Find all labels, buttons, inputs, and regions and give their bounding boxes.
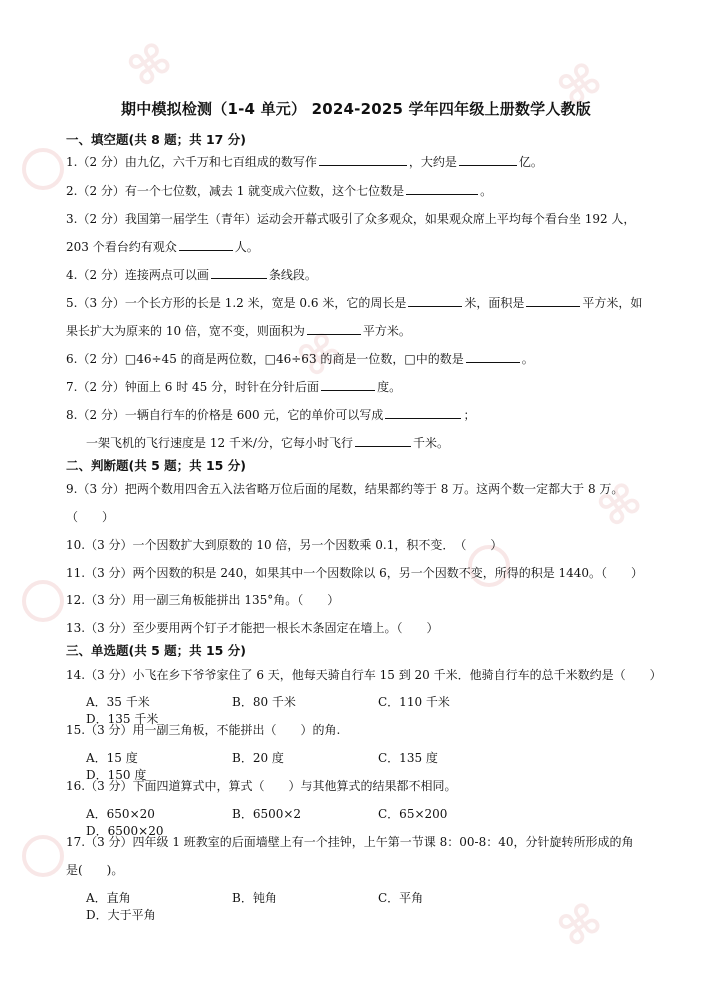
question-8-line-2: 一架飞机的飞行速度是 12 千米/分，它每小时飞行 千米。 <box>86 436 449 450</box>
answer-blank[interactable] <box>385 406 461 419</box>
option-b[interactable]: B．钝角 <box>232 891 277 905</box>
section-heading-true-false: 二、判断题(共 5 题；共 15 分) <box>66 458 246 473</box>
question-14: 14.（3 分）小飞在乡下爷爷家住了 6 天，他每天骑自行车 15 到 20 千米．他骑自行车的总千米数约是（ ） <box>66 668 662 682</box>
question-17-options <box>86 889 656 923</box>
option-c[interactable]: C．135 度 <box>378 751 438 765</box>
watermark: ⌘ <box>549 52 612 119</box>
watermark: ⌘ <box>119 32 182 99</box>
option-a[interactable]: A．35 千米 <box>86 695 150 709</box>
question-9-line-1: 9.（3 分）把两个数用四舍五入法省略万位后面的尾数，结果都约等于 8 万。这两个数一定都大于 8 万。 <box>66 482 624 496</box>
question-17-line-1: 17.（3 分）四年级 1 班教室的后面墙壁上有一个挂钟，上午第一节课 8：00-8：40，分针旋转所形成的角 <box>66 835 634 849</box>
option-c[interactable]: C．65×200 <box>378 807 448 821</box>
answer-blank[interactable] <box>526 294 580 307</box>
answer-blank[interactable] <box>355 434 411 447</box>
question-3-line-1: 3.（2 分）我国第一届学生（青年）运动会开幕式吸引了众多观众，如果观众席上平均每个看台坐 192 人， <box>66 212 636 226</box>
question-13: 13.（3 分）至少要用两个钉子才能把一根长木条固定在墙上。（ ） <box>66 621 439 635</box>
watermark: ⌘ <box>549 892 612 959</box>
option-b[interactable]: B．20 度 <box>232 751 284 765</box>
answer-blank[interactable] <box>321 378 375 391</box>
question-1: 1.（2 分）由九亿，六千万和七百组成的数写作 ，大约是 亿。 <box>66 155 543 169</box>
answer-blank[interactable] <box>406 182 478 195</box>
option-a[interactable]: A．15 度 <box>86 751 138 765</box>
option-b[interactable]: B．80 千米 <box>232 695 296 709</box>
watermark-logo-mark <box>22 148 64 190</box>
question-9-line-2: （ ） <box>66 510 115 524</box>
question-2: 2.（2 分）有一个七位数，减去 1 就变成六位数，这个七位数是 。 <box>66 184 493 198</box>
question-15: 15.（3 分）用一副三角板，不能拼出（ ）的角. <box>66 723 341 737</box>
option-c[interactable]: C．110 千米 <box>378 695 450 709</box>
question-5-line-2: 果长扩大为原来的 10 倍，宽不变，则面积为 平方米。 <box>66 324 411 338</box>
option-c[interactable]: C．平角 <box>378 891 424 905</box>
question-7: 7.（2 分）钟面上 6 时 45 分，时针在分针后面 度。 <box>66 380 402 394</box>
watermark: ⌘ <box>289 322 352 389</box>
option-d[interactable]: D．6500×20 <box>86 824 164 838</box>
section-heading-fill-in: 一、填空题(共 8 题；共 17 分) <box>66 132 246 147</box>
answer-blank[interactable] <box>459 153 517 166</box>
answer-blank[interactable] <box>408 294 462 307</box>
option-b[interactable]: B．6500×2 <box>232 807 302 821</box>
question-16: 16.（3 分）下面四道算式中，算式（ ）与其他算式的结果都不相同。 <box>66 779 457 793</box>
question-12: 12.（3 分）用一副三角板能拼出 135°角。（ ） <box>66 593 340 607</box>
answer-blank[interactable] <box>179 238 233 251</box>
option-a[interactable]: A．650×20 <box>86 807 155 821</box>
question-8-line-1: 8.（2 分）一辆自行车的价格是 600 元，它的单价可以写成 ； <box>66 408 476 422</box>
question-3-line-2: 203 个看台约有观众 人。 <box>66 240 259 254</box>
watermark-logo-mark <box>22 580 64 622</box>
answer-blank[interactable] <box>211 266 267 279</box>
option-a[interactable]: A．直角 <box>86 891 131 905</box>
page-title: 期中模拟检测（1-4 单元） 2024-2025 学年四年级上册数学人教版 <box>121 100 591 118</box>
question-17-line-2: 是( )。 <box>66 863 124 877</box>
question-11: 11.（3 分）两个因数的积是 240，如果其中一个因数除以 6，另一个因数不变，所得的积是 1440。（ ） <box>66 566 644 580</box>
question-10: 10.（3 分）一个因数扩大到原数的 10 倍，另一个因数乘 0.1，积不变． （ ） <box>66 538 503 552</box>
question-6: 6.（2 分）□46÷45 的商是两位数，□46÷63 的商是一位数，□中的数是 。 <box>66 352 534 366</box>
option-d[interactable]: D．大于平角 <box>86 908 156 922</box>
answer-blank[interactable] <box>307 322 361 335</box>
section-heading-single-choice: 三、单选题(共 5 题；共 15 分) <box>66 643 246 658</box>
answer-blank[interactable] <box>319 153 407 166</box>
option-d[interactable]: D．150 度 <box>86 768 147 782</box>
question-5-line-1: 5.（3 分）一个长方形的长是 1.2 米，宽是 0.6 米，它的周长是 米，面积是 平方米，如 <box>66 296 643 310</box>
option-d[interactable]: D．135 千米 <box>86 712 159 726</box>
answer-blank[interactable] <box>466 350 520 363</box>
watermark-logo-mark <box>22 835 64 877</box>
watermark: ⌘ <box>589 472 652 539</box>
question-4: 4.（2 分）连接两点可以画 条线段。 <box>66 268 317 282</box>
